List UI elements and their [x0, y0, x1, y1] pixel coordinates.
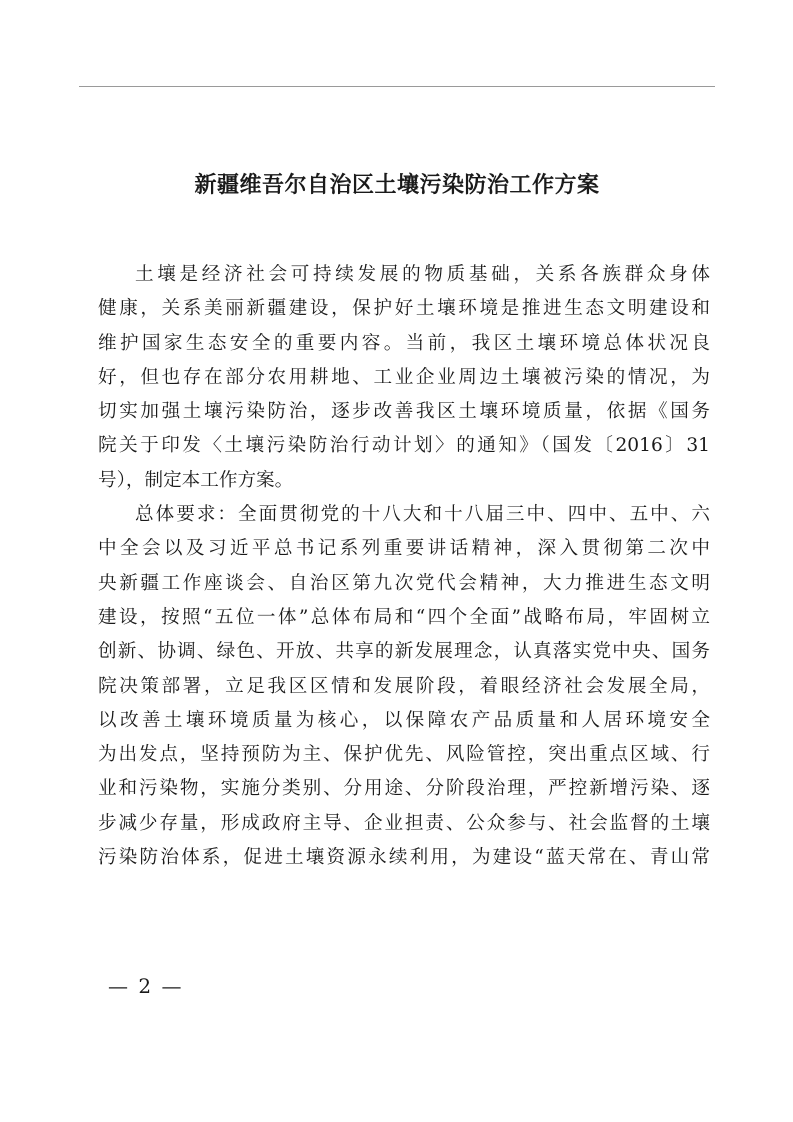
paragraph-line: 污染防治体系，促进土壤资源永续利用，为建设“蓝天常在、青山常	[98, 847, 710, 869]
paragraph-line: 中全会以及习近平总书记系列重要讲话精神，深入贯彻第二次中	[98, 538, 710, 560]
paragraph-line: 业和污染物，实施分类别、分用途、分阶段治理，严控新增污染、逐	[98, 778, 710, 800]
paragraph-line: 为出发点，坚持预防为主、保护优先、风险管控，突出重点区域、行	[98, 744, 710, 766]
paragraph-line: 切实加强土壤污染防治，逐步改善我区土壤环境质量，依据《国务	[98, 401, 710, 423]
paragraph-line: 号），制定本工作方案。	[98, 469, 294, 491]
paragraph-intro	[98, 258, 710, 498]
paragraph-line: 健康，关系美丽新疆建设，保护好土壤环境是推进生态文明建设和	[98, 298, 710, 320]
paragraph-line: 以改善土壤环境质量为核心，以保障农产品质量和人居环境安全	[98, 709, 710, 731]
document-body	[98, 258, 710, 875]
paragraph-line: 央新疆工作座谈会、自治区第九次党代会精神，大力推进生态文明	[98, 572, 710, 594]
paragraph-line: 总体要求：全面贯彻党的十八大和十八届三中、四中、五中、六	[135, 504, 710, 526]
paragraph-line: 院关于印发〈土壤污染防治行动计划〉的通知》（国发〔2016〕31	[98, 435, 710, 457]
paragraph-line: 好，但也存在部分农用耕地、工业企业周边土壤被污染的情况，为	[98, 366, 710, 388]
header-rule	[79, 86, 715, 87]
paragraph-line: 步减少存量，形成政府主导、企业担责、公众参与、社会监督的土壤	[98, 812, 710, 834]
page-number: — 2 —	[108, 974, 184, 998]
paragraph-line: 维护国家生态安全的重要内容。当前，我区土壤环境总体状况良	[98, 332, 710, 354]
document-title: 新疆维吾尔自治区土壤污染防治工作方案	[194, 172, 600, 198]
paragraph-line: 创新、协调、绿色、开放、共享的新发展理念，认真落实党中央、国务	[98, 641, 710, 663]
paragraph-line: 院决策部署，立足我区区情和发展阶段，着眼经济社会发展全局，	[98, 675, 710, 697]
paragraph-line: 土壤是经济社会可持续发展的物质基础，关系各族群众身体	[135, 264, 710, 285]
paragraph-general-requirements	[98, 498, 710, 875]
paragraph-line: 建设，按照“五位一体”总体布局和“四个全面”战略布局，牢固树立	[98, 606, 710, 628]
